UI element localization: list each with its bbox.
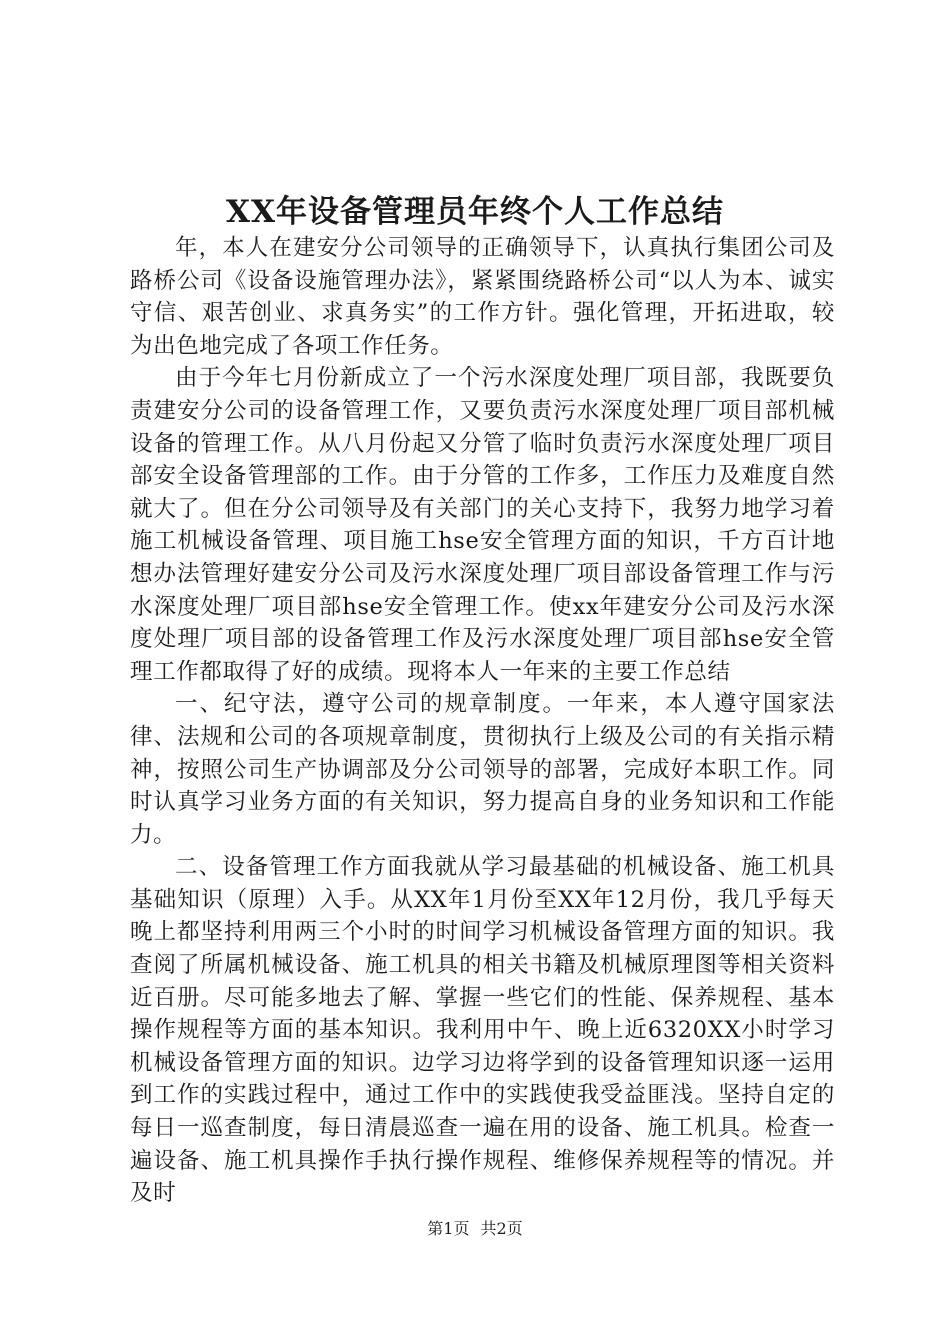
paragraph-intro: 年，本人在建安分公司领导的正确领导下，认真执行集团公司及路桥公司《设备设施管理办法》，紧紧围绕路桥公司“以人为本、诚实守信、艰苦创业、求真务实”的工作方针。强化管理，开拓进取，较为出色地完成了各项工作任务。 — [130, 235, 835, 359]
paragraph-section-2: 二、设备管理工作方面我就从学习最基础的机械设备、施工机具基础知识（原理）入手。从XX年1月份至XX年12月份，我几乎每天晚上都坚持利用两三个小时的时间学习机械设备管理方面的知识。我查阅了所属机械设备、施工机具的相关书籍及机械原理图等相关资料近百册。尽可能多地去了解、掌握一些它们的性能、保养规程、基本操作规程等方面的基本知识。我利用中午、晚上近6320XX小时学习机械设备管理方面的知识。边学习边将学到的设备管理知识逐一运用到工作的实践过程中，通过工作中的实践使我受益匪浅。坚持自定的每日一巡查制度，每日清晨巡查一遍在用的设备、施工机具。检查一遍设备、施工机具操作手执行操作规程、维修保养规程等的情况。并及时 — [130, 854, 835, 1207]
document-title: XX年设备管理员年终个人工作总结 — [225, 194, 725, 230]
paragraph-section-1: 一、纪守法，遵守公司的规章制度。一年来，本人遵守国家法律、法规和公司的各项规章制度，贯彻执行上级及公司的有关指示精神，按照公司生产协调部及分公司领导的部署，完成好本职工作。同时认真学习业务方面的有关知识，努力提高自身的业务知识和工作能力。 — [130, 691, 835, 848]
document-body — [130, 232, 835, 1210]
page-footer — [0, 1216, 950, 1239]
page-total: 共2页 — [480, 1219, 523, 1238]
paragraph-background: 由于今年七月份新成立了一个污水深度处理厂项目部，我既要负责建安分公司的设备管理工作，又要负责污水深度处理厂项目部机械设备的管理工作。从八月份起又分管了临时负责污水深度处理厂项目部安全设备管理部的工作。由于分管的工作多，工作压力及难度自然就大了。但在分公司领导及有关部门的关心支持下，我努力地学习着施工机械设备管理、项目施工hse安全管理方面的知识，千方百计地想办法管理好建安分公司及污水深度处理厂项目部设备管理工作与污水深度处理厂项目部hse安全管理工作。使xx年建安分公司及污水深度处理厂项目部的设备管理工作及污水深度处理厂项目部hse安全管理工作都取得了好的成绩。现将本人一年来的主要工作总结 — [130, 365, 835, 685]
page-number: 第1页 — [427, 1219, 470, 1238]
